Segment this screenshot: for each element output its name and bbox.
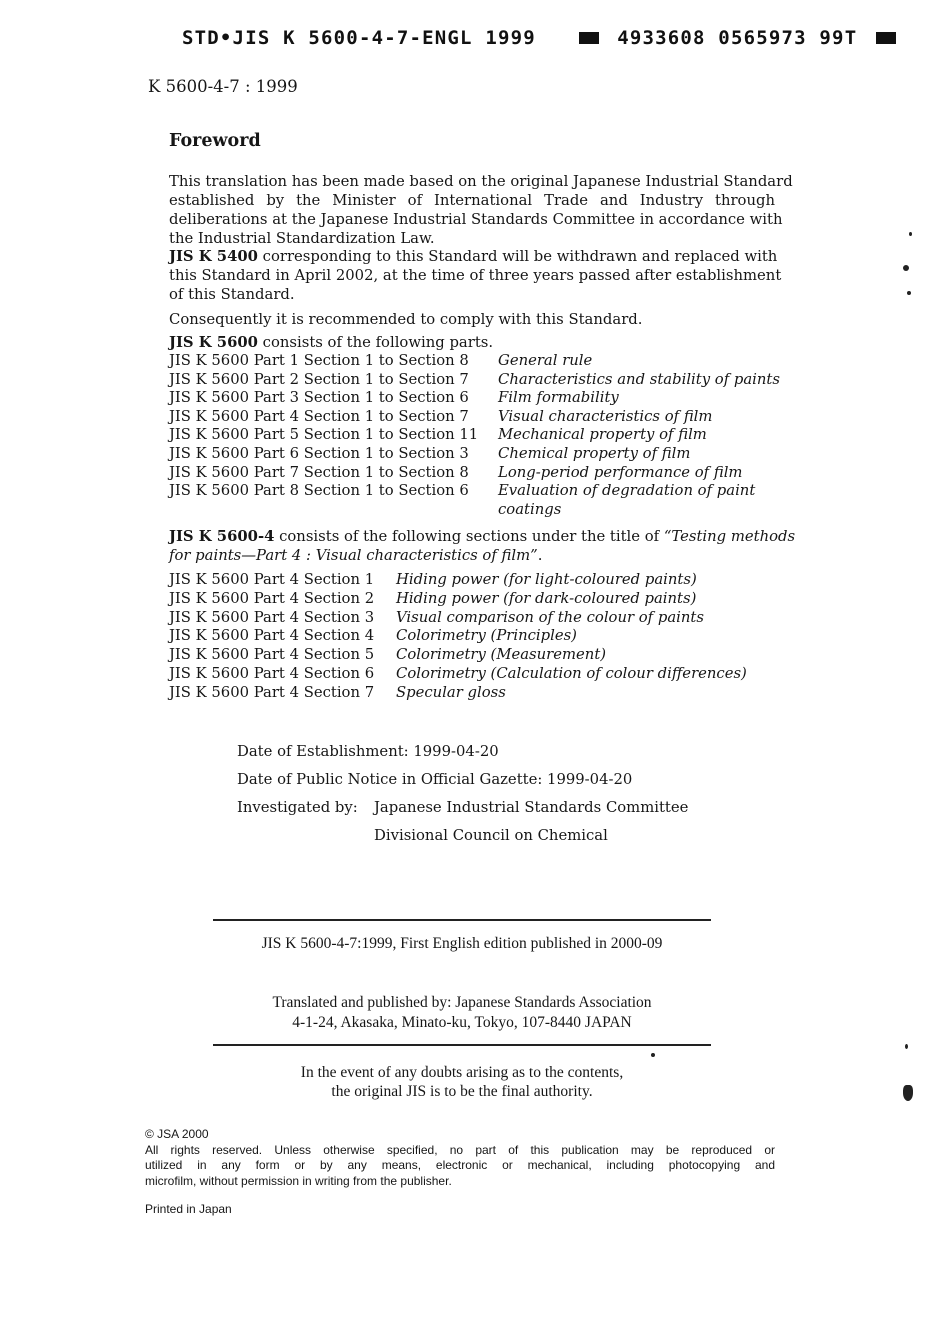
text-line: established by the Minister of International Trade and Industry through — [169, 192, 775, 209]
text-run: consists of the following parts. — [257, 334, 494, 351]
text-line: this Standard in April 2002, at the time of three years passed after establishment — [169, 267, 782, 284]
investigated-by-value: Japanese Industrial Standards Committee — [374, 799, 689, 816]
standard-reference: JIS K 5400 — [169, 248, 258, 265]
list-item — [169, 408, 780, 427]
list-item — [169, 482, 780, 501]
header-right-text: 4933608 0565973 99T — [617, 27, 858, 49]
part-ref: JIS K 5600 Part 5 Section 1 to Section 11 — [169, 426, 479, 444]
part-title: Visual characteristics of film — [498, 407, 713, 425]
list-item — [169, 571, 747, 590]
text-line: deliberations at the Japanese Industrial Standards Committee in accordance with — [169, 211, 783, 228]
foreword-paragraph-3 — [169, 310, 775, 329]
text-line: All rights reserved. Unless otherwise specified, no part of this publication may be reproduced or — [145, 1142, 775, 1157]
list-item — [169, 445, 780, 464]
section-ref: JIS K 5600 Part 4 Section 5 — [169, 646, 375, 664]
header-black-block — [876, 32, 896, 44]
foreword-heading: Foreword — [169, 131, 261, 151]
scan-header — [182, 27, 858, 49]
part-ref: JIS K 5600 Part 1 Section 1 to Section 8 — [169, 352, 469, 369]
header-left-text: STD•JIS K 5600-4-7-ENGL 1999 — [182, 27, 536, 49]
part-title: General rule — [498, 352, 593, 369]
parts-intro — [169, 333, 775, 352]
part-title: Characteristics and stability of paints — [498, 370, 780, 388]
authority-notice-line: the original JIS is to be the final authority. — [331, 1083, 593, 1100]
section-ref: JIS K 5600 Part 4 Section 7 — [169, 683, 375, 701]
part-ref: JIS K 5600 Part 2 Section 1 to Section 7 — [169, 370, 469, 388]
list-item — [169, 627, 747, 646]
publisher-line: Translated and published by: Japanese Standards Association — [272, 994, 652, 1011]
text-line: microfilm, without permission in writing from the publisher. — [145, 1173, 452, 1188]
text-run: consists of the following sections under the title of — [274, 528, 664, 545]
scan-speck — [903, 1085, 913, 1101]
text-run: corresponding to this Standard will be withdrawn and replaced with — [257, 248, 778, 265]
scan-speck — [907, 291, 911, 295]
printed-in: Printed in Japan — [145, 1202, 232, 1216]
title-run: for paints—Part 4 : Visual characteristics of film” — [169, 547, 538, 564]
scan-speck — [903, 265, 909, 271]
investigated-by-label: Investigated by: — [237, 799, 358, 816]
section-ref: JIS K 5600 Part 4 Section 6 — [169, 664, 375, 682]
part-ref — [169, 501, 498, 520]
list-item — [169, 684, 747, 703]
part-title: coatings — [498, 500, 562, 518]
section-ref: JIS K 5600 Part 4 Section 4 — [169, 627, 375, 645]
investigated-by-value: Divisional Council on Chemical — [374, 827, 608, 844]
list-item — [169, 371, 780, 390]
publisher-address: 4-1-24, Akasaka, Minato-ku, Tokyo, 107-8440 JAPAN — [292, 1014, 632, 1031]
title-run: “Testing methods — [663, 528, 796, 545]
scan-speck — [909, 232, 912, 236]
list-item — [169, 665, 747, 684]
section-ref: JIS K 5600 Part 4 Section 3 — [169, 608, 375, 626]
section-title: Specular gloss — [396, 683, 506, 701]
section-title: Colorimetry (Principles) — [396, 627, 577, 645]
standard-reference: JIS K 5600 — [169, 334, 258, 351]
date-of-establishment: Date of Establishment: 1999-04-20 — [237, 743, 499, 760]
text-line: the Industrial Standardization Law. — [169, 230, 435, 247]
divider — [213, 1044, 711, 1046]
list-item — [169, 501, 780, 520]
part-title: Mechanical property of film — [498, 426, 707, 444]
section-title: Visual comparison of the colour of paints — [396, 608, 704, 626]
copyright-notice — [145, 1127, 775, 1189]
text-run: . — [537, 547, 543, 564]
text-line: of this Standard. — [169, 286, 295, 303]
section-title: Colorimetry (Measurement) — [396, 646, 607, 664]
document-number: K 5600-4-7 : 1999 — [148, 77, 298, 96]
copyright-mark: © JSA 2000 — [145, 1127, 209, 1141]
part-ref: JIS K 5600 Part 7 Section 1 to Section 8 — [169, 463, 469, 481]
part-title: Film formability — [498, 389, 619, 407]
list-item — [169, 464, 780, 483]
foreword-paragraph-1 — [169, 172, 793, 248]
authority-notice-line: In the event of any doubts arising as to the contents, — [300, 1064, 624, 1081]
part-ref: JIS K 5600 Part 3 Section 1 to Section 6 — [169, 389, 469, 407]
text-line: This translation has been made based on the original Japanese Industrial Standard — [169, 173, 793, 190]
parts-list — [169, 352, 780, 519]
investigated-by — [237, 794, 688, 822]
list-item — [169, 389, 780, 408]
part-title: Chemical property of film — [498, 444, 691, 462]
part-ref: JIS K 5600 Part 6 Section 1 to Section 3 — [169, 444, 469, 462]
section-title: Hiding power (for dark-coloured paints) — [396, 589, 697, 607]
part-title: Long-period performance of film — [498, 463, 743, 481]
header-black-block — [579, 32, 599, 44]
divider — [213, 919, 711, 921]
section-title: Colorimetry (Calculation of colour differences) — [396, 664, 747, 682]
section-title: Hiding power (for light-coloured paints) — [396, 571, 697, 588]
list-item — [169, 352, 780, 371]
list-item — [169, 646, 747, 665]
part-ref: JIS K 5600 Part 4 Section 1 to Section 7 — [169, 407, 469, 425]
date-of-public-notice: Date of Public Notice in Official Gazette: 1999-04-20 — [237, 771, 633, 788]
text-line: utilized in any form or by any means, electronic or mechanical, including photocopying and — [145, 1158, 775, 1172]
section-ref: JIS K 5600 Part 4 Section 2 — [169, 589, 375, 607]
list-item — [169, 426, 780, 445]
part-title: Evaluation of degradation of paint — [498, 482, 756, 500]
investigated-by-continued — [237, 822, 688, 850]
foreword-paragraph-2 — [169, 247, 782, 304]
establishment-info — [237, 738, 688, 850]
scan-speck — [651, 1053, 655, 1057]
standard-reference: JIS K 5600-4 — [169, 528, 275, 545]
section-ref: JIS K 5600 Part 4 Section 1 — [169, 571, 375, 588]
list-item — [169, 590, 747, 609]
part-ref: JIS K 5600 Part 8 Section 1 to Section 6 — [169, 482, 469, 500]
edition-statement: JIS K 5600-4-7:1999, First English edition published in 2000-09 — [261, 935, 663, 952]
list-item — [169, 609, 747, 628]
text-line: Consequently it is recommended to comply with this Standard. — [169, 311, 643, 328]
scan-speck — [905, 1044, 908, 1049]
sections-list — [169, 571, 747, 703]
part4-intro — [169, 527, 796, 565]
